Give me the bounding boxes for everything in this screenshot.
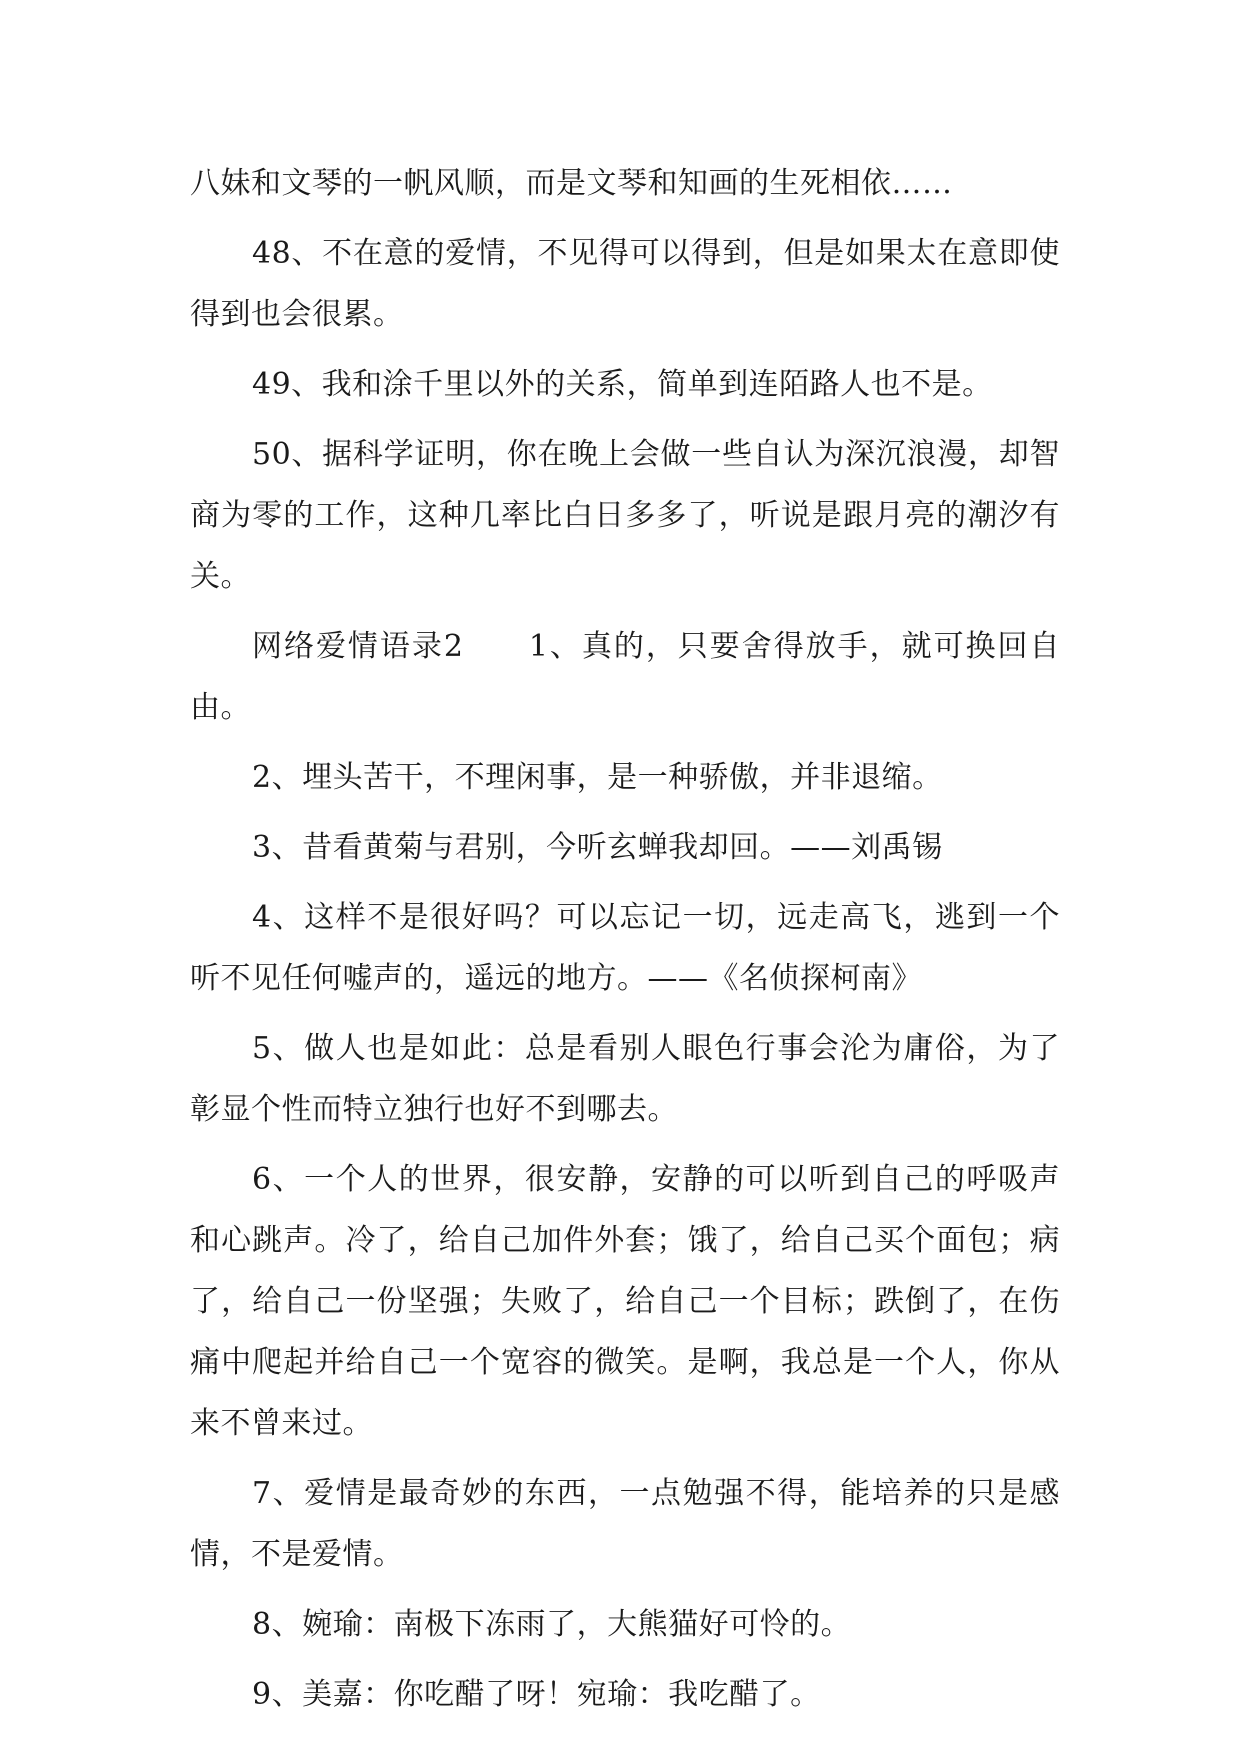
paragraph-continuation: 八妹和文琴的一帆风顺，而是文琴和知画的生死相依…… (190, 166, 953, 201)
quote-4: 4、这样不是很好吗？可以忘记一切，远走高飞，逃到一个听不见任何嘘声的，遥远的地方。——《名侦探柯南》 (190, 900, 1060, 996)
quote-5: 5、做人也是如此：总是看别人眼色行事会沦为庸俗，为了彰显个性而特立独行也好不到哪去。 (190, 1031, 1060, 1127)
quote-8: 8、婉瑜：南极下冻雨了，大熊猫好可怜的。 (252, 1607, 852, 1642)
quote-7: 7、爱情是最奇妙的东西，一点勉强不得，能培养的只是感情，不是爱情。 (190, 1476, 1060, 1572)
section-heading-paragraph: 网络爱情语录2 1、真的，只要舍得放手，就可换回自由。 (190, 629, 1060, 725)
quote-9: 9、美嘉：你吃醋了呀！宛瑜：我吃醋了。 (252, 1677, 821, 1712)
quote-3: 3、昔看黄菊与君别，今听玄蝉我却回。——刘禹锡 (252, 830, 943, 865)
paragraph-50: 50、据科学证明，你在晚上会做一些自认为深沉浪漫，却智商为零的工作，这种几率比白日多多了，听说是跟月亮的潮汐有关。 (190, 437, 1060, 594)
document-body (190, 153, 1060, 1734)
paragraph-49: 49、我和涂千里以外的关系，简单到连陌路人也不是。 (252, 367, 993, 402)
paragraph-48: 48、不在意的爱情，不见得可以得到，但是如果太在意即使得到也会很累。 (190, 236, 1060, 332)
quote-2: 2、埋头苦干，不理闲事，是一种骄傲，并非退缩。 (252, 760, 943, 795)
quote-6: 6、一个人的世界，很安静，安静的可以听到自己的呼吸声和心跳声。冷了，给自己加件外套；饿了，给自己买个面包；病了，给自己一份坚强；失败了，给自己一个目标；跌倒了，在伤痛中爬起并给自己一个宽容的微笑。是啊，我总是一个人，你从来不曾来过。 (190, 1162, 1060, 1441)
